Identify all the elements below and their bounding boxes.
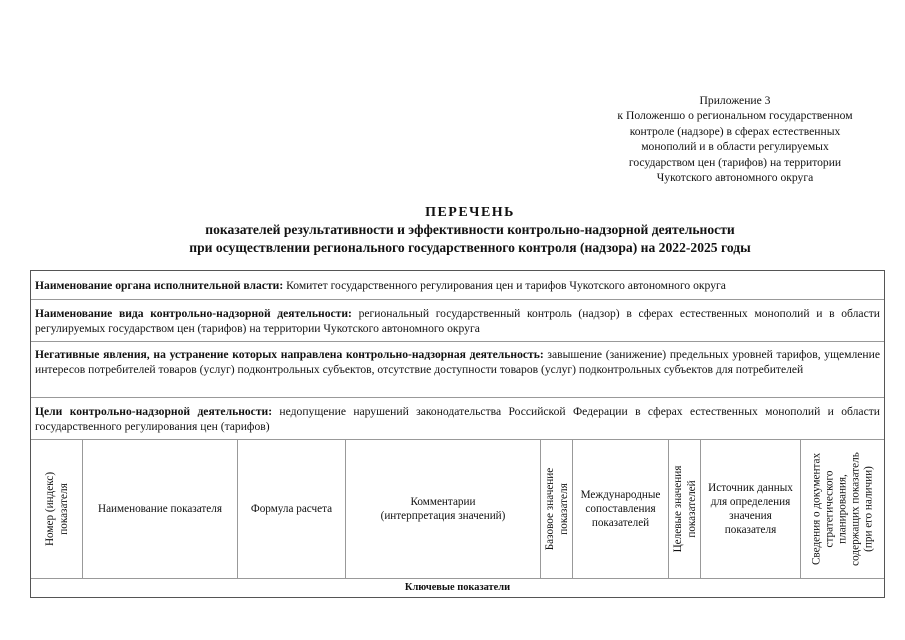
document-subtitle-line-2: при осуществлении регионального государственного контроля (надзора) на 2022-2025 годы [189, 240, 751, 255]
header-text: Базовое значение [543, 467, 556, 551]
header-text: Номер (индекс) [43, 471, 56, 547]
header-text: показателя [57, 483, 70, 535]
document-subtitle-line-1: показателей результативности и эффективности контрольно-надзорной деятельности [205, 222, 735, 237]
goals-value: недопущение нарушений законодательства Российской Федерации в сферах естественных монополий и области государственного регулирования цен (тарифов) [35, 405, 880, 434]
header-text-group [701, 481, 800, 537]
header-text: для определения [710, 496, 791, 508]
column-header-formula [238, 440, 346, 578]
authority-label: Наименование органа исполнительной власти: [35, 279, 284, 292]
activity-row [31, 300, 884, 342]
header-text: стратегического [823, 470, 835, 548]
appendix-line: государством цен (тарифов) на территории [628, 155, 842, 169]
column-header-name [83, 440, 238, 578]
header-text: планирования, [836, 474, 848, 544]
header-text: сопоставления [585, 503, 656, 515]
activity-value: региональный государственный контроль (надзор) в сферах естественных монополий и в области регулируемых государством цен (тарифов) на территории Чукотского автономного округа [35, 307, 880, 336]
key-indicators-row: Ключевые показатели [404, 582, 511, 593]
column-header-number [31, 440, 83, 578]
header-text: показателя [557, 483, 570, 535]
header-text: показателя [724, 524, 777, 536]
negative-value: завышение (занижение) предельных уровней тарифов, ущемление интересов потребителей товаров (услуг) подконтрольных субъектов, отсутствие доступности товаров (услуг) подконтрольных субъектов для потребителей [35, 348, 880, 377]
appendix-note [590, 93, 880, 185]
activity-label: Наименование вида контрольно-надзорной деятельности: [35, 307, 352, 320]
negative-phenomena-row [31, 342, 884, 398]
column-header-international [573, 440, 669, 578]
appendix-line: контроле (надзоре) в сферах естественных [629, 124, 841, 138]
goals-label: Цели контрольно-надзорной деятельности: [35, 405, 273, 418]
column-header-target-values [669, 440, 701, 578]
header-text-group [346, 495, 540, 523]
authority-value: Комитет государственного регулирования цен и тарифов Чукотского автономного округа [283, 279, 726, 292]
column-header-row [31, 440, 884, 579]
document-title: ПЕРЕЧЕНЬ [425, 205, 515, 220]
header-text: Целевые значения [671, 465, 684, 553]
column-header-strategic-documents [801, 440, 884, 578]
appendix-line: монополий и в области регулируемых [641, 140, 829, 154]
appendix-line: Приложение 3 [699, 94, 771, 107]
goals-row [31, 398, 884, 440]
header-text: Наименование показателя [98, 503, 222, 515]
header-text: показателей [591, 517, 650, 529]
header-text: показателей [685, 480, 698, 538]
column-header-base-value [541, 440, 573, 578]
header-text: значения [729, 510, 772, 522]
authority-row [31, 271, 884, 300]
column-header-data-source [701, 440, 801, 578]
appendix-line: Чукотского автономного округа [656, 171, 814, 185]
header-text: (при его наличии) [862, 466, 874, 552]
header-text: Сведения о документах [810, 452, 822, 566]
header-text: Комментарии [410, 496, 476, 508]
header-text: Источник данных [708, 482, 793, 494]
header-text: содержащих показатель [849, 452, 861, 566]
header-text: Международные [580, 489, 661, 501]
negative-label: Негативные явления, на устранение которых направлена контрольно-надзорная деятельность: [35, 348, 544, 361]
column-header-comments [346, 440, 541, 578]
header-text: Формула расчета [250, 503, 333, 515]
header-text-group [573, 488, 668, 530]
header-text: (интерпретация значений) [380, 510, 506, 522]
indicators-table [30, 270, 885, 598]
appendix-line: к Положеншо о региональном государственном [617, 109, 853, 123]
